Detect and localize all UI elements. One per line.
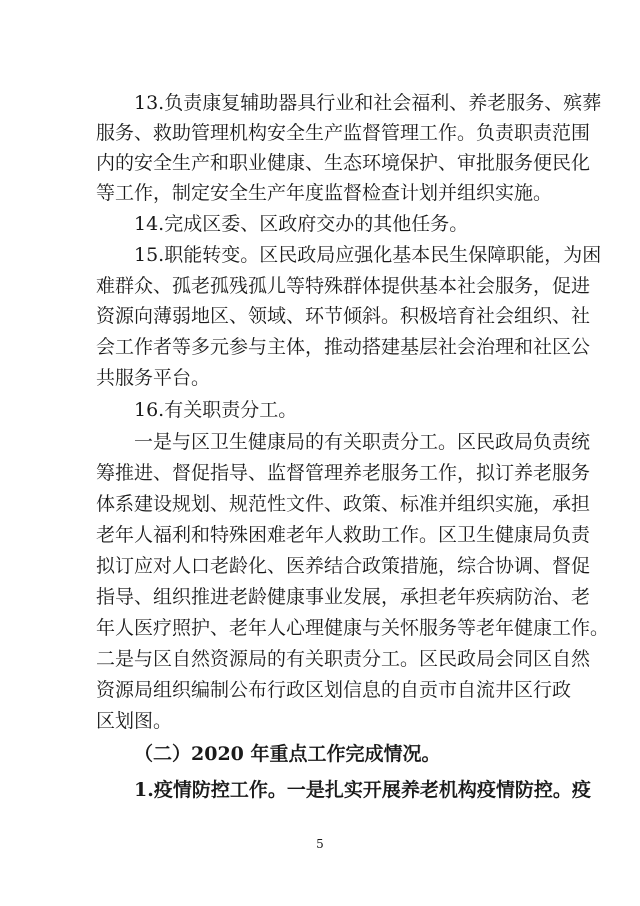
paragraph-line: 内的安全生产和职业健康、生态环境保护、审批服务便民化 <box>96 152 591 174</box>
paragraph-line: 二是与区自然资源局的有关职责分工。区民政局会同区自然 <box>96 648 591 670</box>
page-number: 5 <box>316 837 324 851</box>
paragraph-line: 等工作，制定安全生产年度监督检查计划并组织实施。 <box>96 182 553 204</box>
paragraph-line: 老年人福利和特殊困难老年人救助工作。区卫生健康局负责 <box>96 524 591 546</box>
paragraph-line: 1.疫情防控工作。一是扎实开展养老机构疫情防控。疫 <box>134 779 591 801</box>
paragraph-line: 16.有关职责分工。 <box>134 399 298 421</box>
paragraph-line: 资源向薄弱地区、领域、环节倾斜。积极培育社会组织、社 <box>96 305 591 327</box>
paragraph-line: 难群众、孤老孤残孤儿等特殊群体提供基本社会服务，促进 <box>96 275 591 297</box>
paragraph-line: 筹推进、督促指导、监督管理养老服务工作，拟订养老服务 <box>96 462 591 484</box>
paragraph-line: 拟订应对人口老龄化、医养结合政策措施，综合协调、督促 <box>96 555 591 577</box>
paragraph-line: 区划图。 <box>96 710 173 732</box>
paragraph-line: 指导、组织推进老龄健康事业发展，承担老年疾病防治、老 <box>96 586 591 608</box>
paragraph-line: 一是与区卫生健康局的有关职责分工。区民政局负责统 <box>134 431 591 453</box>
paragraph-line: 共服务平台。 <box>96 367 211 389</box>
paragraph-line: 资源局组织编制公布行政区划信息的自贡市自流井区行政 <box>96 679 572 701</box>
section-heading: （二）2020 年重点工作完成情况。 <box>134 743 441 765</box>
paragraph-line: 会工作者等多元参与主体，推动搭建基层社会治理和社区公 <box>96 336 591 358</box>
paragraph-line: 15.职能转变。区民政局应强化基本民生保障职能，为困 <box>134 244 602 266</box>
paragraph-line: 服务、救助管理机构安全生产监督管理工作。负责职责范围 <box>96 122 591 144</box>
paragraph-line: 14.完成区委、区政府交办的其他任务。 <box>134 213 469 235</box>
paragraph-line: 13.负责康复辅助器具行业和社会福利、养老服务、殡葬 <box>134 92 602 114</box>
paragraph-line: 体系建设规划、规范性文件、政策、标准并组织实施，承担 <box>96 493 591 515</box>
paragraph-line: 年人医疗照护、老年人心理健康与关怀服务等老年健康工作。 <box>96 617 610 639</box>
